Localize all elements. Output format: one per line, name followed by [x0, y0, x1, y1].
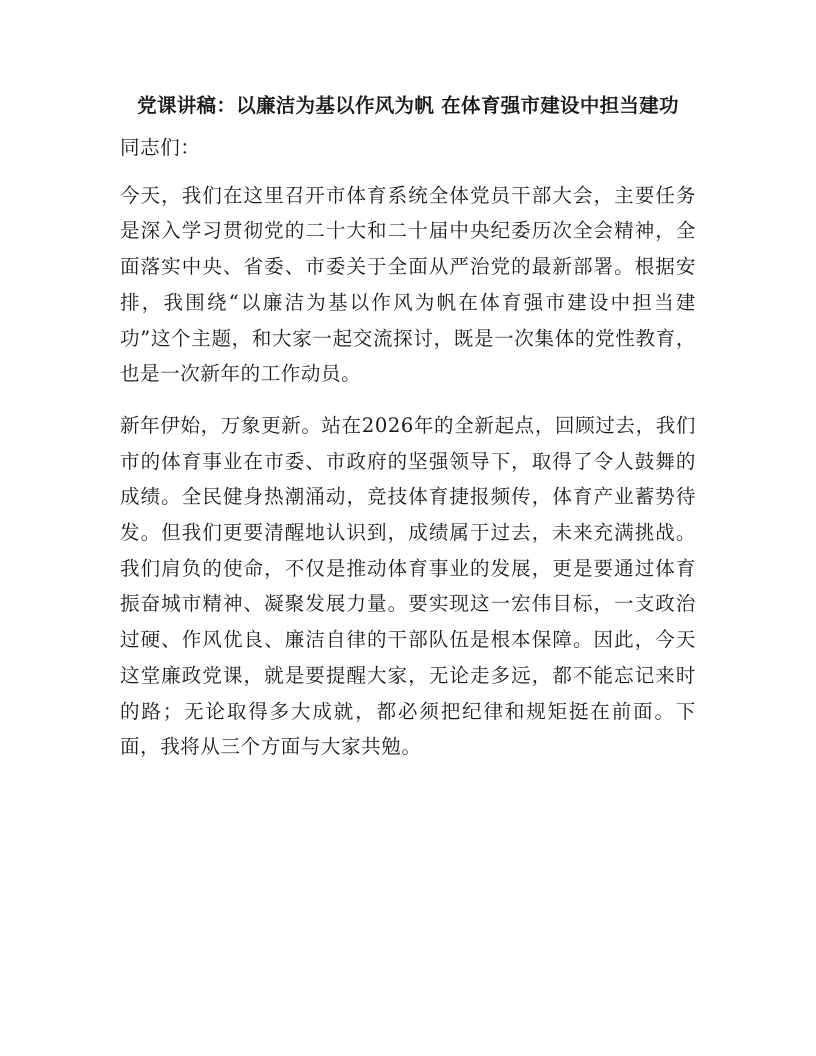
paragraph-intro: 今天，我们在这里召开市体育系统全体党员干部大会，主要任务是深入学习贯彻党的二十大和二十届中央纪委历次全会精神，全面落实中央、省委、市委关于全面从严治党的最新部署。根据安排，我围绕“以廉洁为基以作风为帆在体育强市建设中担当建功”这个主题，和大家一起交流探讨，既是一次集体的党性教育，也是一次新年的工作动员。 — [120, 183, 696, 386]
document-page — [120, 84, 696, 781]
document-title: 党课讲稿：以廉洁为基以作风为帆 在体育强市建设中担当建功 — [137, 94, 679, 117]
greeting: 同志们： — [120, 136, 201, 159]
paragraph-new-year: 新年伊始，万象更新。站在2026年的全新起点，回顾过去，我们市的体育事业在市委、市政府的坚强领导下，取得了令人鼓舞的成绩。全民健身热潮涌动，竞技体育捷报频传，体育产业蓄势待发。但我们更要清醒地认识到，成绩属于过去，未来充满挑战。我们肩负的使命，不仅是推动体育事业的发展，更是要通过体育振奋城市精神、凝聚发展力量。要实现这一宏伟目标，一支政治过硬、作风优良、廉洁自律的干部队伍是根本保障。因此，今天这堂廉政党课，就是要提醒大家，无论走多远，都不能忘记来时的路；无论取得多大成就，都必须把纪律和规矩挺在前面。下面，我将从三个方面与大家共勉。 — [120, 413, 696, 759]
